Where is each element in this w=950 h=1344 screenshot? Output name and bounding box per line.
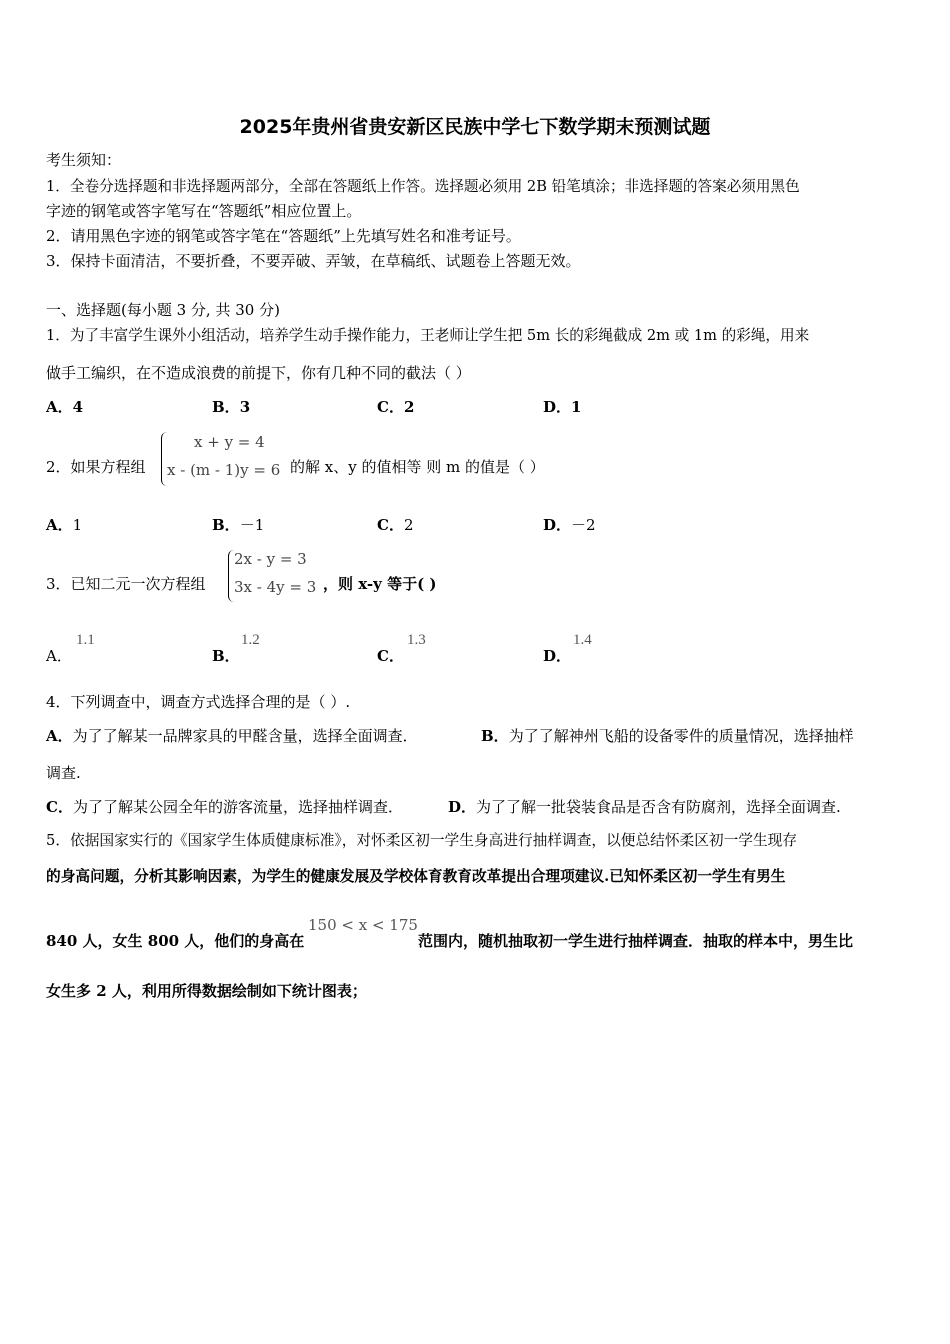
q2-option-c [377,515,414,535]
q5-inequality: 150 < x < 175 [308,916,418,934]
q2-option-b [212,515,264,535]
q5-line-3b: 范围内，随机抽取初一学生进行抽样调查．抽取的样本中，男生比 [418,932,854,950]
section-heading: 一、选择题(每小题 3 分, 共 30 分) [46,301,280,319]
option-text: 为了了解某公园全年的游客流量，选择抽样调查． [72,798,403,816]
q1-line-1: 1．为了丰富学生课外小组活动，培养学生动手操作能力，王老师让学生把 5m 长的彩绳截成 2m 或 1m 的彩绳，用来 [46,327,810,344]
q3-option-b-label: B． [212,647,240,665]
option-text: 1 [72,516,83,534]
q1-option-d [543,397,581,417]
q3-option-d-label: D． [543,647,572,665]
q2-option-d [543,515,596,535]
q4-stem: 4．下列调查中，调查方式选择合理的是（ ）. [46,693,351,711]
q3-option-a-label: A． [46,647,72,665]
page-title: 2025年贵州省贵安新区民族中学七下数学期末预测试题 [239,116,711,138]
q1-option-a [46,397,83,417]
q4-option-d [448,797,841,817]
option-label: B． [212,398,240,416]
option-text: 2 [403,398,415,416]
option-text: 为了了解一批袋装食品是否含有防腐剂，选择全面调查. [476,798,841,816]
q5-line-2: 的身高问题，分析其影响因素，为学生的健康发展及学校体育教育改革提出合理项建议.已知怀柔区初一学生有男生 [46,868,786,885]
option-text: －2 [571,516,596,534]
q5-line-3a: 840 人，女生 800 人，他们的身高在 [46,932,305,950]
q3-prefix: 3．已知二元一次方程组 [46,575,206,593]
q4-option-a [46,726,418,746]
q5-line-1: 5．依据国家实行的《国家学生体质健康标准》，对怀柔区初一学生身高进行抽样调查，以便总结怀柔区初一学生现存 [46,832,798,849]
option-label: D． [543,516,572,534]
q1-line-2: 做手工编织，在不造成浪费的前提下，你有几种不同的截法（ ） [46,364,471,382]
option-label: C． [46,798,73,816]
option-label: A． [46,516,73,534]
q3-option-a-value: 1.1 [76,632,95,648]
q1-option-b [212,397,250,417]
q1-option-c [377,397,414,417]
option-text: 1 [571,398,582,416]
q4-option-b-cont: 调查. [46,764,81,782]
q4-option-b [481,726,854,746]
option-label: B． [481,727,509,745]
q4-option-c [46,797,403,817]
option-label: A． [46,727,73,745]
q5-line-4: 女生多 2 人，利用所得数据绘制如下统计图表； [46,982,367,1000]
option-label: A． [46,398,73,416]
notice-line-2: 2．请用黑色字迹的钢笔或答字笔在“答题纸”上先填写姓名和准考证号。 [46,227,521,245]
option-label: D． [543,398,572,416]
q2-suffix: 的解 x、y 的值相等 则 m 的值是（ ） [290,458,545,476]
option-text: 为了了解某一品牌家具的甲醛含量，选择全面调查． [72,727,418,745]
q3-equation-1: 2x - y = 3 [234,550,307,568]
notice-heading: 考生须知： [46,151,122,169]
q3-option-d-value: 1.4 [573,632,592,648]
option-label: C． [377,516,404,534]
q3-option-c-label: C． [377,647,404,665]
option-label: C． [377,398,404,416]
q3-suffix: ，则 x-y 等于( ) [323,575,437,593]
q2-prefix: 2．如果方程组 [46,458,146,476]
notice-line-3: 3．保持卡面清洁，不要折叠，不要弄破、弄皱，在草稿纸、试题卷上答题无效。 [46,252,581,270]
q2-option-a [46,515,82,535]
q2-equation-1: x + y = 4 [194,433,265,451]
q3-equation-2: 3x - 4y = 3 [234,578,317,596]
option-label: B． [212,516,240,534]
q3-option-c-value: 1.3 [407,632,426,648]
notice-line-1b: 字迹的钢笔或答字笔写在“答题纸”相应位置上。 [46,202,362,220]
option-text: 4 [72,398,84,416]
option-label: D． [448,798,477,816]
option-text: 2 [403,516,414,534]
q3-option-b-value: 1.2 [241,632,260,648]
notice-line-1a: 1．全卷分选择题和非选择题两部分，全部在答题纸上作答。选择题必须用 2B 铅笔填涂；非选择题的答案必须用黑色 [46,178,800,195]
option-text: 3 [239,398,251,416]
q2-equation-2: x - (m - 1)y = 6 [167,461,281,479]
option-text: －1 [239,516,265,534]
option-text: 为了了解神州飞船的设备零件的质量情况，选择抽样 [508,727,854,745]
